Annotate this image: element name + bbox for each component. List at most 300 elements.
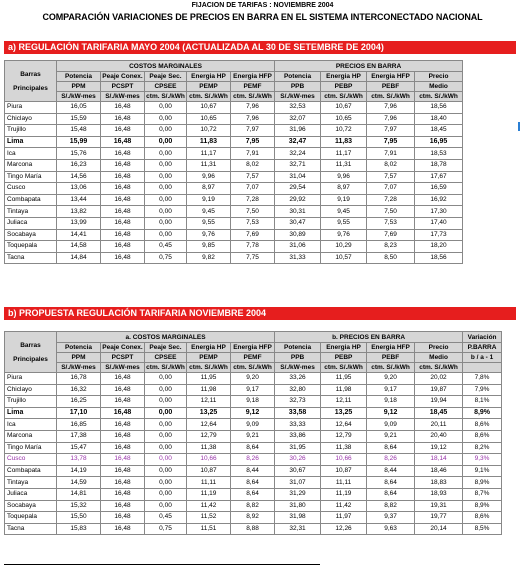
section-a-banner: a) REGULACIÓN TARIFARIA MAYO 2004 (ACTUALIZADA AL 30 DE SETEMBRE DE 2004) (4, 41, 516, 54)
table-cell: 8,64 (367, 488, 415, 500)
row-label: Marcona (5, 159, 57, 171)
table-cell: 19,31 (415, 500, 463, 512)
column-header-label: Peaje Conex. (102, 344, 143, 351)
column-header-label: Peaje Sec. (145, 72, 187, 82)
table-cell: 14,81 (57, 488, 101, 500)
table-cell: 8,9% (463, 477, 502, 489)
table-cell: 16,92 (415, 194, 463, 206)
table-cell: 12,11 (187, 396, 231, 408)
barras-header: Barras Principales (5, 332, 57, 373)
table-row (5, 113, 463, 125)
table-cell: 15,32 (57, 500, 101, 512)
table-cell: 9,12 (231, 407, 275, 419)
table-cell: 9,63 (367, 523, 415, 535)
table-cell: 16,48 (101, 454, 145, 466)
table-cell: 11,83 (321, 136, 367, 148)
table-cell: 7,53 (231, 217, 275, 229)
table-cell: 16,48 (101, 477, 145, 489)
table-cell: 16,48 (101, 419, 145, 431)
table-cell: 33,58 (275, 407, 321, 419)
column-header-unit: ctm. S/./kWh (231, 363, 275, 373)
column-header-unit: S/./kW-mes (101, 92, 145, 102)
costos-marginales-header: a. COSTOS MARGINALES (57, 332, 275, 343)
table-cell: 17,10 (57, 407, 101, 419)
table-cell: 11,31 (321, 159, 367, 171)
table-cell: 15,76 (57, 148, 101, 160)
table-cell: 7,07 (231, 183, 275, 195)
table-cell: 0,00 (145, 430, 187, 442)
table-cell: 11,98 (187, 384, 231, 396)
table-cell: 0,00 (145, 229, 187, 241)
table-cell: 8,44 (231, 465, 275, 477)
table-cell: 14,59 (57, 477, 101, 489)
table-cell: 8,5% (463, 523, 502, 535)
table-cell: 13,25 (187, 407, 231, 419)
column-header-unit: ctm. S/./kWh (146, 93, 185, 100)
table-cell: 18,53 (415, 148, 463, 160)
table-cell: 7,50 (231, 206, 275, 218)
table-cell: 7,28 (367, 194, 415, 206)
table-row (5, 500, 502, 512)
table-cell: 7,07 (367, 183, 415, 195)
table-row (5, 217, 463, 229)
table-cell: 12,64 (321, 419, 367, 431)
table-cell: 11,19 (187, 488, 231, 500)
column-header-code: PEBF (367, 82, 415, 92)
table-cell: 0,45 (145, 241, 187, 253)
table-row (5, 454, 502, 466)
table-cell: 11,42 (187, 500, 231, 512)
table-cell: 8,6% (463, 419, 502, 431)
table-cell: 7,96 (367, 102, 415, 114)
column-header-label: Energia HP (321, 72, 367, 82)
column-header-code: PPB (275, 82, 321, 92)
table-cell: 0,00 (145, 159, 187, 171)
column-header-code: PEMP (187, 82, 231, 92)
table-cell: 8,9% (463, 500, 502, 512)
table-cell: 0,00 (145, 171, 187, 183)
variacion-subheader: b / a - 1 (463, 353, 502, 363)
table-cell: 32,71 (275, 159, 321, 171)
table-cell: 9,1% (463, 465, 502, 477)
column-header-code: CPSEE (145, 82, 187, 92)
table-cell: 8,64 (231, 488, 275, 500)
table-cell: 15,48 (57, 125, 101, 137)
table-cell: 12,79 (321, 430, 367, 442)
table-cell: 31,29 (275, 488, 321, 500)
table-cell: 12,64 (187, 419, 231, 431)
table-cell: 16,32 (57, 384, 101, 396)
column-header-label: Peaje Conex. (102, 73, 143, 80)
table-cell: 16,48 (101, 229, 145, 241)
column-header-code: PEBP (321, 82, 367, 92)
table-cell: 18,56 (415, 102, 463, 114)
section-b-banner: b) PROPUESTA REGULACIÓN TARIFARIA NOVIEMBRE 2004 (4, 307, 516, 320)
table-cell: 7,69 (367, 229, 415, 241)
table-cell: 10,72 (321, 125, 367, 137)
footer-rule (4, 564, 320, 565)
table-row (5, 125, 463, 137)
table-cell: 31,33 (275, 252, 321, 264)
table-cell: 20,02 (415, 373, 463, 385)
table-cell: 11,11 (187, 477, 231, 489)
table-cell: 8,97 (321, 183, 367, 195)
row-label: Tintaya (5, 477, 57, 489)
table-row (5, 206, 463, 218)
table-cell: 0,00 (145, 465, 187, 477)
table-cell: 16,48 (101, 136, 145, 148)
table-cell: 11,19 (321, 488, 367, 500)
table-cell: 8,26 (231, 454, 275, 466)
table-cell: 29,54 (275, 183, 321, 195)
table-cell: 16,48 (101, 183, 145, 195)
table-cell: 9,45 (321, 206, 367, 218)
table-cell: 18,78 (415, 159, 463, 171)
table-cell: 8,64 (367, 477, 415, 489)
table-cell: 16,48 (101, 206, 145, 218)
row-label: Combapata (5, 465, 57, 477)
table-row (5, 136, 463, 148)
table-cell: 11,38 (321, 442, 367, 454)
table-cell: 10,66 (187, 454, 231, 466)
row-label: Trujillo (5, 396, 57, 408)
table-cell: 8,7% (463, 488, 502, 500)
table-row (5, 512, 502, 524)
column-header-label: Potencia (275, 343, 321, 353)
table-cell: 30,31 (275, 206, 321, 218)
table-row (5, 373, 502, 385)
table-cell: 9,82 (187, 252, 231, 264)
table-row (5, 252, 463, 264)
table-cell: 17,30 (415, 206, 463, 218)
table-cell: 8,1% (463, 396, 502, 408)
table-cell: 16,48 (101, 159, 145, 171)
table-cell: 9,19 (187, 194, 231, 206)
table-cell: 14,56 (57, 171, 101, 183)
column-header-code: Medio (415, 82, 463, 92)
costos-marginales-header: COSTOS MARGINALES (57, 61, 275, 72)
table-cell: 31,04 (275, 171, 321, 183)
column-header-label: Energia HP (187, 343, 231, 353)
table-cell: 0,00 (145, 407, 187, 419)
table-cell: 13,44 (57, 194, 101, 206)
barras-header: Barras Principales (5, 61, 57, 102)
table-cell: 31,98 (275, 512, 321, 524)
table-cell: 7,95 (367, 136, 415, 148)
row-label: Toquepala (5, 241, 57, 253)
table-cell: 16,48 (101, 217, 145, 229)
table-cell: 8,44 (367, 465, 415, 477)
table-cell: 7,28 (231, 194, 275, 206)
table-cell: 31,07 (275, 477, 321, 489)
table-cell: 0,00 (145, 125, 187, 137)
row-label: Tacna (5, 523, 57, 535)
table-cell: 13,99 (57, 217, 101, 229)
table-cell: 16,48 (101, 442, 145, 454)
table-cell: 13,06 (57, 183, 101, 195)
table-cell: 9,21 (231, 430, 275, 442)
table-cell: 11,38 (187, 442, 231, 454)
row-label: Ica (5, 148, 57, 160)
table-cell: 32,47 (275, 136, 321, 148)
table-row (5, 384, 502, 396)
variacion-subheader-blank (463, 363, 502, 373)
row-label: Cusco (5, 454, 57, 466)
table-cell: 7,78 (231, 241, 275, 253)
table-cell: 0,00 (145, 206, 187, 218)
table-cell: 9,18 (231, 396, 275, 408)
table-cell: 11,42 (321, 500, 367, 512)
table-cell: 9,96 (321, 171, 367, 183)
variacion-subheader: P.BARRA (463, 343, 502, 353)
table-cell: 8,23 (367, 241, 415, 253)
table-cell: 0,00 (145, 136, 187, 148)
column-header-code: PPB (275, 353, 321, 363)
table-cell: 7,53 (367, 217, 415, 229)
table-cell: 8,2% (463, 442, 502, 454)
column-header-code: PCSPT (101, 353, 145, 363)
table-cell: 7,69 (231, 229, 275, 241)
table-cell: 30,47 (275, 217, 321, 229)
table-cell: 18,40 (415, 113, 463, 125)
table-cell: 12,26 (321, 523, 367, 535)
column-header-unit: ctm. S/./kWh (231, 92, 275, 102)
table-cell: 18,93 (415, 488, 463, 500)
table-cell: 18,56 (415, 252, 463, 264)
column-header-unit: S/./kW-mes (275, 363, 321, 373)
table-row (5, 488, 502, 500)
table-cell: 11,51 (187, 523, 231, 535)
table-cell: 10,67 (321, 102, 367, 114)
row-label: Ica (5, 419, 57, 431)
table-cell: 8,92 (231, 512, 275, 524)
table-row (5, 148, 463, 160)
table-cell: 7,96 (367, 113, 415, 125)
column-header-unit: ctm. S/./kWh (146, 364, 185, 371)
table-cell: 9,17 (367, 384, 415, 396)
table-row (5, 523, 502, 535)
column-header-label: Energia HFP (231, 343, 275, 353)
table-cell: 0,00 (145, 488, 187, 500)
table-cell: 7,95 (231, 136, 275, 148)
table-cell: 7,57 (367, 171, 415, 183)
row-label: Lima (5, 407, 57, 419)
table-cell: 16,48 (101, 500, 145, 512)
table-cell: 8,97 (187, 183, 231, 195)
table-cell: 16,48 (101, 523, 145, 535)
column-header-label: Energia HFP (367, 72, 415, 82)
column-header-unit: ctm. S/./kWh (415, 363, 463, 373)
table-cell: 9,55 (187, 217, 231, 229)
table-row (5, 194, 463, 206)
column-header-label: Potencia (275, 72, 321, 82)
table-cell: 16,48 (101, 252, 145, 264)
table-row (5, 229, 463, 241)
report-supertitle: FIJACION DE TARIFAS : NOVIEMBRE 2004 (191, 2, 334, 9)
table-cell: 16,48 (101, 396, 145, 408)
column-header-code: PEMF (231, 353, 275, 363)
table-cell: 11,17 (187, 148, 231, 160)
table-cell: 7,9% (463, 384, 502, 396)
table-cell: 13,82 (57, 206, 101, 218)
table-cell: 18,83 (415, 477, 463, 489)
table-row (5, 465, 502, 477)
column-header-code: PEBP (321, 353, 367, 363)
table-cell: 11,95 (187, 373, 231, 385)
table-cell: 10,87 (321, 465, 367, 477)
column-header-unit: ctm. S/./kWh (187, 363, 231, 373)
table-row (5, 396, 502, 408)
table-cell: 8,50 (367, 252, 415, 264)
row-label: Juliaca (5, 488, 57, 500)
table-cell: 16,48 (101, 102, 145, 114)
table-cell: 9,20 (231, 373, 275, 385)
table-cell: 7,97 (231, 125, 275, 137)
table-cell: 11,52 (187, 512, 231, 524)
precios-barra-header: b. PRECIOS EN BARRA (275, 332, 463, 343)
table-cell: 32,73 (275, 396, 321, 408)
row-label: Juliaca (5, 217, 57, 229)
table-cell: 11,95 (321, 373, 367, 385)
table-cell: 15,99 (57, 136, 101, 148)
table-cell: 9,96 (187, 171, 231, 183)
table-cell: 11,98 (321, 384, 367, 396)
variacion-header: Variación (463, 332, 502, 343)
table-cell: 16,48 (101, 384, 145, 396)
column-header-unit: ctm. S/./kWh (367, 363, 415, 373)
table-cell: 8,82 (367, 500, 415, 512)
row-label: Tintaya (5, 206, 57, 218)
table-cell: 19,87 (415, 384, 463, 396)
table-cell: 29,92 (275, 194, 321, 206)
table-cell: 16,59 (415, 183, 463, 195)
table-cell: 17,67 (415, 171, 463, 183)
table-cell: 0,00 (145, 396, 187, 408)
table-cell: 17,73 (415, 229, 463, 241)
table-cell: 10,66 (321, 454, 367, 466)
table-cell: 0,75 (145, 252, 187, 264)
table-cell: 10,29 (321, 241, 367, 253)
table-cell: 7,75 (231, 252, 275, 264)
table-cell: 32,31 (275, 523, 321, 535)
column-header-code: PEMP (187, 353, 231, 363)
table-cell: 9,17 (231, 384, 275, 396)
table-cell: 9,09 (367, 419, 415, 431)
table-cell: 32,80 (275, 384, 321, 396)
table-cell: 11,83 (187, 136, 231, 148)
table-cell: 33,26 (275, 373, 321, 385)
section-a-table (4, 60, 463, 264)
table-cell: 16,48 (101, 113, 145, 125)
row-label: Tacna (5, 252, 57, 264)
table-cell: 13,25 (321, 407, 367, 419)
table-cell: 7,96 (231, 113, 275, 125)
table-cell: 15,59 (57, 113, 101, 125)
column-header-label: Potencia (57, 72, 101, 82)
table-cell: 7,50 (367, 206, 415, 218)
table-cell: 10,57 (321, 252, 367, 264)
table-cell: 20,40 (415, 430, 463, 442)
table-cell: 0,00 (145, 454, 187, 466)
table-cell: 16,48 (101, 171, 145, 183)
column-header-label: Precio (415, 343, 463, 353)
table-cell: 9,45 (187, 206, 231, 218)
table-cell: 8,64 (231, 477, 275, 489)
table-cell: 7,91 (231, 148, 275, 160)
table-cell: 9,55 (321, 217, 367, 229)
table-row (5, 102, 463, 114)
table-cell: 19,94 (415, 396, 463, 408)
column-header-unit: ctm. S/./kWh (321, 92, 367, 102)
column-header-unit: ctm. S/./kWh (367, 92, 415, 102)
table-cell: 14,58 (57, 241, 101, 253)
table-cell: 30,67 (275, 465, 321, 477)
table-cell: 0,75 (145, 523, 187, 535)
table-cell: 31,96 (275, 125, 321, 137)
row-label: Combapata (5, 194, 57, 206)
column-header-unit: ctm. S/./kWh (415, 92, 463, 102)
row-label: Tingo María (5, 442, 57, 454)
table-cell: 0,00 (145, 217, 187, 229)
table-row (5, 430, 502, 442)
table-cell: 18,45 (415, 125, 463, 137)
table-cell: 9,12 (367, 407, 415, 419)
column-header-label: Energia HP (187, 72, 231, 82)
table-cell: 17,38 (57, 430, 101, 442)
column-header-code: CPSEE (145, 353, 187, 363)
row-label: Chiclayo (5, 384, 57, 396)
row-label: Piura (5, 373, 57, 385)
table-cell: 0,00 (145, 183, 187, 195)
table-cell: 16,48 (101, 125, 145, 137)
precios-barra-header: PRECIOS EN BARRA (275, 61, 463, 72)
table-cell: 11,97 (321, 512, 367, 524)
table-cell: 31,95 (275, 442, 321, 454)
table-cell: 7,57 (231, 171, 275, 183)
table-cell: 16,48 (101, 373, 145, 385)
column-header-code: PEBF (367, 353, 415, 363)
table-cell: 18,45 (415, 407, 463, 419)
table-cell: 0,00 (145, 373, 187, 385)
table-cell: 30,26 (275, 454, 321, 466)
table-cell: 9,85 (187, 241, 231, 253)
table-cell: 11,31 (187, 159, 231, 171)
table-cell: 16,48 (101, 512, 145, 524)
table-cell: 10,65 (321, 113, 367, 125)
table-cell: 9,3% (463, 454, 502, 466)
column-header-unit: S/./kW-mes (57, 92, 101, 102)
table-cell: 10,72 (187, 125, 231, 137)
table-cell: 7,8% (463, 373, 502, 385)
table-cell: 32,07 (275, 113, 321, 125)
table-row (5, 419, 502, 431)
table-cell: 0,00 (145, 384, 187, 396)
table-cell: 16,95 (415, 136, 463, 148)
table-cell: 13,78 (57, 454, 101, 466)
column-header-unit: S/./kW-mes (275, 92, 321, 102)
table-cell: 10,87 (187, 465, 231, 477)
table-cell: 16,48 (101, 194, 145, 206)
table-cell: 12,11 (321, 396, 367, 408)
table-cell: 30,89 (275, 229, 321, 241)
table-cell: 16,23 (57, 159, 101, 171)
table-cell: 9,09 (231, 419, 275, 431)
table-cell: 19,77 (415, 512, 463, 524)
table-cell: 16,48 (101, 241, 145, 253)
table-cell: 18,20 (415, 241, 463, 253)
row-label: Socabaya (5, 229, 57, 241)
table-cell: 16,48 (101, 488, 145, 500)
